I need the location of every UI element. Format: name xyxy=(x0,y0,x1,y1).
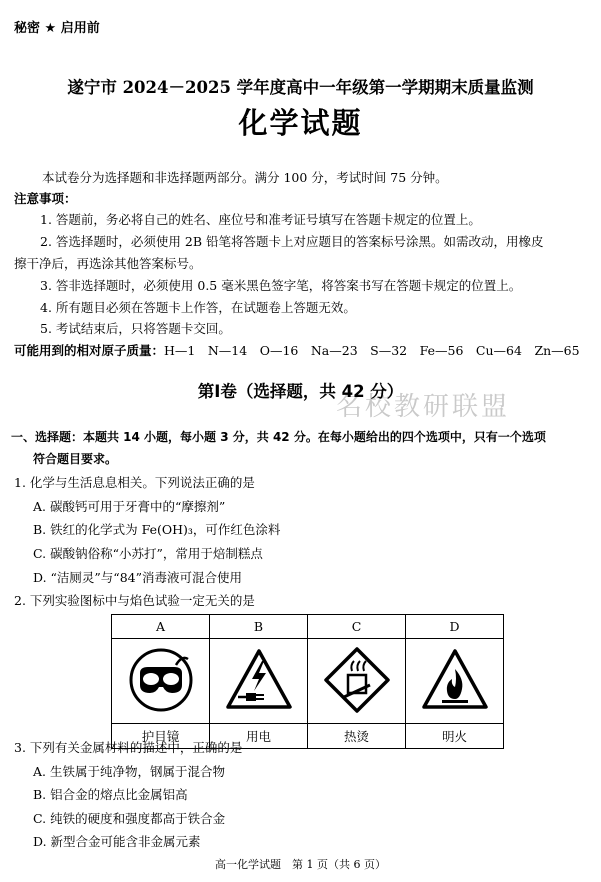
question-stem: 2. 下列实验图标中与焰色试验一定无关的是 xyxy=(14,593,255,608)
notes-heading: 注意事项： xyxy=(14,191,77,206)
note-item: 5. 考试结束后，只将答题卡交回。 xyxy=(40,321,231,336)
icon-label: 热烫 xyxy=(308,724,406,749)
note-item: 擦干净后，再选涂其他答案标号。 xyxy=(14,256,202,271)
note-item: 4. 所有题目必须在答题卡上作答，在试题卷上答题无效。 xyxy=(40,300,356,315)
icon-cell xyxy=(308,639,406,724)
exam-subtitle: 遂宁市 2024－2025 学年度高中一年级第一学期期末质量监测 xyxy=(67,78,534,97)
icon-cell xyxy=(406,639,504,724)
option: A. 生铁属于纯净物，钢属于混合物 xyxy=(33,764,225,779)
option: B. 铁红的化学式为 Fe(OH)₃，可作红色涂料 xyxy=(33,522,281,537)
atomic-mass-label: 可能用到的相对原子质量： xyxy=(14,343,165,358)
option: C. 碳酸钠俗称“小苏打”，常用于焙制糕点 xyxy=(33,546,263,561)
icon-cell xyxy=(210,639,308,724)
secret-label: 秘密 ★ 启用前 xyxy=(14,21,100,36)
intro-text: 本试卷分为选择题和非选择题两部分。满分 100 分，考试时间 75 分钟。 xyxy=(42,170,448,185)
atomic-mass-line xyxy=(14,341,580,359)
option: A. 碳酸钙可用于牙膏中的“摩擦剂” xyxy=(33,499,226,514)
question-stem: 1. 化学与生活息息相关。下列说法正确的是 xyxy=(14,475,255,490)
option: D. “洁厕灵”与“84”消毒液可混合使用 xyxy=(33,570,242,585)
icon-label: 用电 xyxy=(210,724,308,749)
icon-label: 护目镜 xyxy=(112,724,210,749)
icon-cell xyxy=(112,639,210,724)
option: D. 新型合金可能含非金属元素 xyxy=(33,834,201,849)
option: B. 铝合金的熔点比金属铝高 xyxy=(33,787,188,802)
goggles-icon xyxy=(126,645,196,715)
note-item: 1. 答题前，务必将自己的姓名、座位号和准考证号填写在答题卡规定的位置上。 xyxy=(40,212,481,227)
section-title: 第Ⅰ卷（选择题，共 42 分） xyxy=(197,382,404,401)
note-item: 3. 答非选择题时，必须使用 0.5 毫米黑色签字笔，将答案书写在答题卡规定的位置上。 xyxy=(40,278,522,293)
exam-title: 化学试题 xyxy=(238,106,363,140)
icon-label: 明火 xyxy=(406,724,504,749)
option-letter: C xyxy=(308,615,406,639)
option-letter: A xyxy=(112,615,210,639)
hot-surface-icon xyxy=(322,645,392,715)
icon-table xyxy=(111,614,504,749)
option-letter: B xyxy=(210,615,308,639)
option-letter: D xyxy=(406,615,504,639)
open-flame-icon xyxy=(420,647,490,713)
electricity-icon xyxy=(224,647,294,713)
question-stem: 3. 下列有关金属材料的描述中，正确的是 xyxy=(14,740,243,755)
watermark: 名校教研联盟 xyxy=(336,392,511,422)
page-footer: 高一化学试题 第 1 页（共 6 页） xyxy=(215,858,386,871)
section-instruction: 一、选择题：本题共 14 小题，每小题 3 分，共 42 分。在每小题给出的四个选项中，只有一个选项 xyxy=(11,430,546,444)
atomic-mass-values: H—1 N—14 O—16 Na—23 S—32 Fe—56 Cu—64 Zn—65 xyxy=(164,343,580,358)
note-item: 2. 答选择题时，必须使用 2B 铅笔将答题卡上对应题目的答案标号涂黑。如需改动，用橡皮 xyxy=(40,234,544,249)
option: C. 纯铁的硬度和强度都高于铁合金 xyxy=(33,811,226,826)
section-instruction: 符合题目要求。 xyxy=(33,452,118,466)
